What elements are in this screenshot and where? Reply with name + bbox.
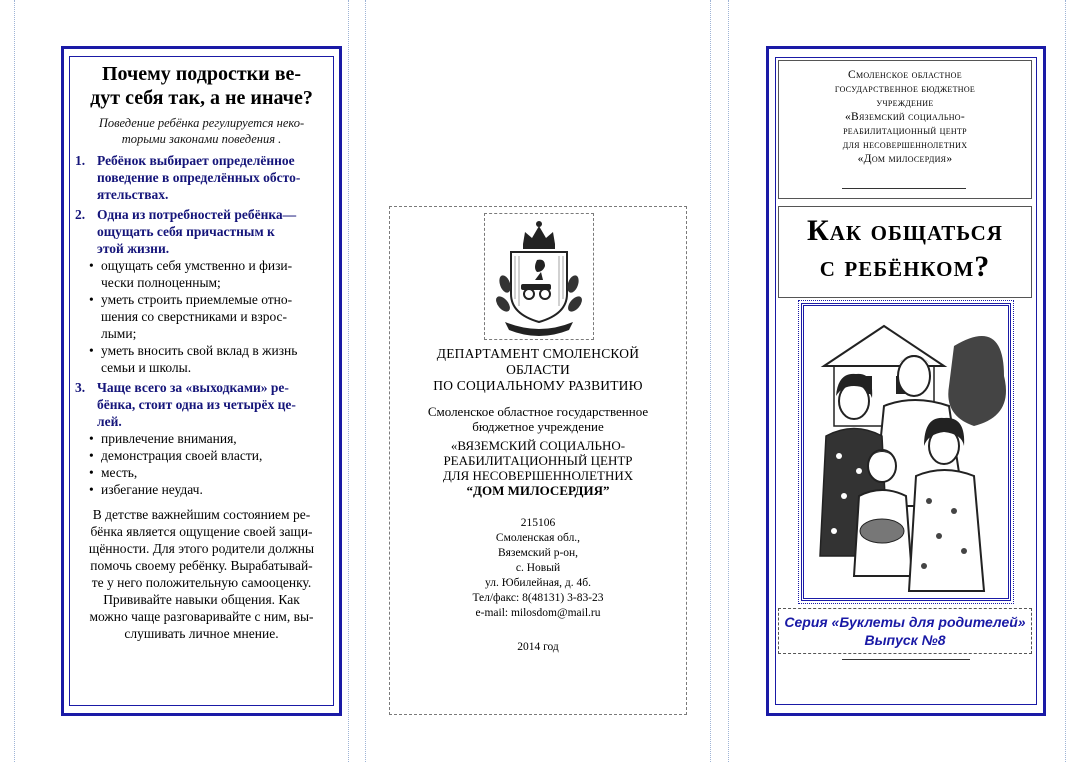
address-line: e-mail: milosdom@mail.ru bbox=[475, 607, 601, 619]
bullet-line: уметь вносить свой вклад в жизнь bbox=[101, 343, 298, 358]
fold-guide bbox=[728, 0, 729, 762]
bullet-item bbox=[75, 447, 328, 464]
center-line: ДЛЯ НЕСОВЕРШЕННОЛЕТНИХ bbox=[442, 468, 634, 483]
left-intro bbox=[75, 115, 328, 147]
item-line: ятельствах. bbox=[97, 187, 169, 202]
org-line: для несовершеннолетних bbox=[842, 139, 968, 151]
left-title-line: дут себя так, а не иначе? bbox=[90, 87, 313, 109]
issue-number: Выпуск №8 bbox=[864, 632, 946, 648]
center-line: «ВЯЗЕМСКИЙ СОЦИАЛЬНО- bbox=[450, 438, 626, 453]
fold-guide bbox=[348, 0, 349, 762]
bullet-item bbox=[75, 291, 328, 342]
item-line: поведение в определённых обсто- bbox=[97, 170, 301, 185]
bullet-text bbox=[101, 257, 328, 291]
numbered-item bbox=[75, 206, 328, 257]
bullet-line: ощущать себя умственно и физи- bbox=[101, 258, 293, 273]
inst-line: бюджетное учреждение bbox=[472, 419, 604, 434]
org-line: «Вяземский социально- bbox=[844, 111, 965, 123]
item-text bbox=[97, 206, 328, 257]
org-line: реабилитационный центр bbox=[843, 125, 967, 137]
center-name bbox=[390, 438, 686, 498]
title-line: Как общаться bbox=[807, 214, 1003, 247]
middle-panel-content bbox=[390, 346, 686, 653]
bullet-line: лыми; bbox=[101, 326, 137, 341]
dept-line: ПО СОЦИАЛЬНОМУ РАЗВИТИЮ bbox=[433, 378, 643, 393]
para-line: В детстве важнейшим состоянием ре- bbox=[92, 507, 311, 522]
left-title-line: Почему подростки ве- bbox=[101, 63, 302, 85]
bullet-line: семьи и школы. bbox=[101, 360, 192, 375]
bullet-dot: • bbox=[89, 258, 94, 273]
bullet-item bbox=[75, 342, 328, 376]
left-panel-content bbox=[75, 62, 328, 642]
bullet-dot: • bbox=[89, 465, 94, 480]
bullet-dot: • bbox=[89, 431, 94, 446]
center-line: “ДОМ МИЛОСЕРДИЯ” bbox=[466, 483, 610, 498]
bullet-dot: • bbox=[89, 448, 94, 463]
org-line: Смоленское областное bbox=[848, 69, 962, 81]
para-line: Прививайте навыки общения. Как bbox=[103, 592, 300, 607]
item-line: Чаще всего за «выходками» ре- bbox=[97, 380, 289, 395]
item-line: бёнка, стоит одна из четырёх це- bbox=[97, 397, 296, 412]
institution-type bbox=[390, 404, 686, 434]
para-line: помочь своему ребёнку. Вырабатывай- bbox=[90, 558, 313, 573]
bullet-text: привлечение внимания, bbox=[101, 431, 237, 446]
fold-guide bbox=[365, 0, 366, 762]
item-line: ощущать себя причастным к bbox=[97, 224, 275, 239]
intro-line: торыми законами поведения . bbox=[121, 132, 282, 146]
series-box bbox=[778, 608, 1032, 654]
bullet-line: шения со сверстниками и взрос- bbox=[101, 309, 288, 324]
divider bbox=[842, 188, 966, 189]
org-line: учреждение bbox=[876, 97, 934, 109]
fold-guide bbox=[14, 0, 15, 762]
numbered-item bbox=[75, 379, 328, 430]
brochure-title bbox=[779, 213, 1031, 285]
para-line: те у него положительную самооценку. bbox=[91, 575, 312, 590]
family-illustration-art bbox=[804, 306, 1008, 598]
address-line: ул. Юбилейная, д. 4б. bbox=[485, 577, 591, 589]
bullet-dot: • bbox=[89, 292, 94, 307]
org-name bbox=[778, 61, 1032, 166]
dept-line: ОБЛАСТИ bbox=[506, 362, 570, 377]
org-line: «Дом милосердия» bbox=[857, 153, 953, 165]
divider bbox=[842, 659, 970, 660]
numbered-item bbox=[75, 152, 328, 203]
center-line: РЕАБИЛИТАЦИОННЫЙ ЦЕНТР bbox=[443, 453, 633, 468]
fold-guide bbox=[710, 0, 711, 762]
inst-line: Смоленское областное государственное bbox=[427, 404, 649, 419]
title-line: с ребёнком? bbox=[819, 250, 991, 283]
address-line: с. Новый bbox=[515, 562, 561, 574]
item-text bbox=[97, 152, 328, 203]
bullet-item bbox=[75, 481, 328, 498]
para-line: слушивать личное мнение. bbox=[124, 626, 279, 641]
para-line: можно чаще разговаривайте с ним, вы- bbox=[89, 609, 314, 624]
item-number: 2. bbox=[75, 207, 86, 222]
item-number: 1. bbox=[75, 153, 86, 168]
bullet-dot: • bbox=[89, 482, 94, 497]
intro-line: Поведение ребёнка регулируется неко- bbox=[98, 116, 305, 130]
item-number: 3. bbox=[75, 380, 86, 395]
bullet-text bbox=[101, 342, 328, 376]
left-paragraph bbox=[75, 506, 328, 642]
address-block bbox=[390, 516, 686, 621]
coat-of-arms-icon bbox=[485, 214, 593, 339]
bullet-dot: • bbox=[89, 343, 94, 358]
bullet-line: чески полноценным; bbox=[101, 275, 221, 290]
para-line: бёнка является ощущение своей защи- bbox=[90, 524, 313, 539]
family-illustration bbox=[801, 303, 1011, 601]
bullet-line: уметь строить приемлемые отно- bbox=[101, 292, 293, 307]
item-line: Ребёнок выбирает определённое bbox=[97, 153, 295, 168]
series-title: Серия «Буклеты для родителей» bbox=[784, 614, 1026, 630]
bullet-item bbox=[75, 430, 328, 447]
bullet-item bbox=[75, 257, 328, 291]
bullet-text bbox=[101, 291, 328, 342]
item-text bbox=[97, 379, 328, 430]
address-line: Смоленская обл., bbox=[495, 532, 581, 544]
item-line: Одна из потребностей ребёнка— bbox=[97, 207, 297, 222]
bullet-item bbox=[75, 464, 328, 481]
bullet-text: месть, bbox=[101, 465, 138, 480]
para-line: щённости. Для этого родители должны bbox=[88, 541, 315, 556]
address-line: 215106 bbox=[520, 517, 556, 529]
org-line: государственное бюджетное bbox=[834, 83, 976, 95]
fold-guide bbox=[1065, 0, 1066, 762]
department-name bbox=[390, 346, 686, 394]
bullet-text: демонстрация своей власти, bbox=[101, 448, 263, 463]
item-line: лей. bbox=[97, 414, 122, 429]
left-title bbox=[75, 62, 328, 110]
dept-line: ДЕПАРТАМЕНТ СМОЛЕНСКОЙ bbox=[436, 346, 640, 361]
address-line: Тел/факс: 8(48131) 3-83-23 bbox=[472, 592, 604, 604]
brochure-title-box bbox=[778, 206, 1032, 298]
item-line: этой жизни. bbox=[97, 241, 170, 256]
address-line: Вяземский р-он, bbox=[497, 547, 579, 559]
coat-of-arms-box bbox=[484, 213, 594, 340]
bullet-text: избегание неудач. bbox=[101, 482, 203, 497]
year-label: 2014 год bbox=[517, 641, 559, 653]
